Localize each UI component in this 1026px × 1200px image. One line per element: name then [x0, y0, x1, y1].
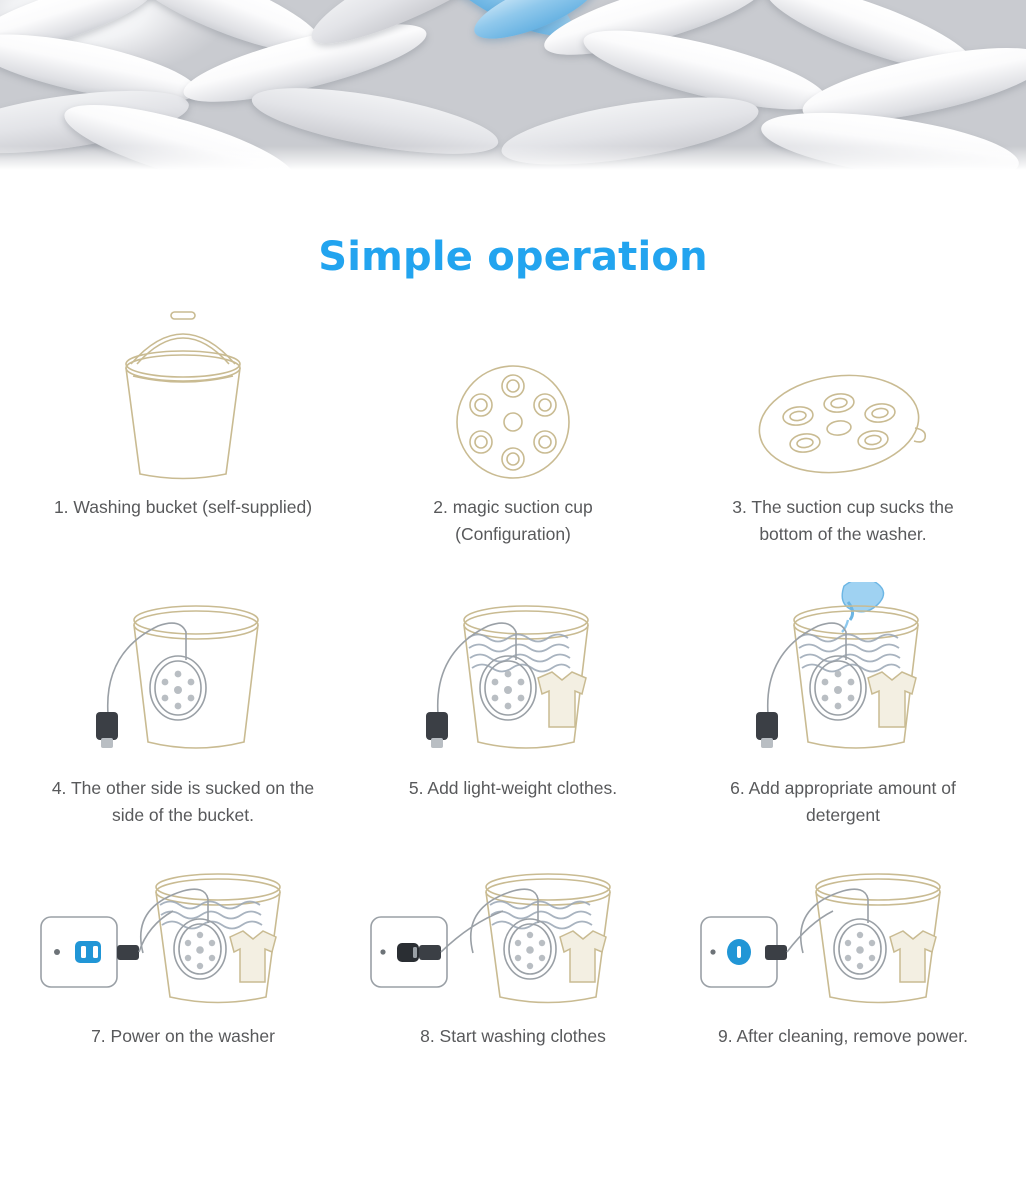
step-caption: 4. The other side is sucked on the side of the bucket.: [51, 778, 315, 825]
step-caption: 9. After cleaning, remove power.: [718, 1026, 968, 1046]
step-caption: 6. Add appropriate amount of detergent: [730, 778, 956, 825]
step-item-4: [18, 582, 348, 829]
step-item-9: [678, 865, 1008, 1050]
step-caption: 1. Washing bucket (self-supplied): [53, 497, 313, 517]
step-item-6: [678, 582, 1008, 829]
steps-row-1: [18, 306, 1008, 548]
hero-image: [0, 0, 1026, 172]
bucket-water-clothes-icon: [398, 582, 628, 767]
step-item-1: [18, 306, 348, 548]
step-caption: 3. The suction cup sucks the bottom of the washer.: [732, 497, 954, 544]
plug-removed-icon: [693, 865, 993, 1015]
hero-bottom-fade: [0, 146, 1026, 172]
plug-connected-icon: [363, 865, 663, 1015]
step-item-2: [348, 306, 678, 548]
step-item-8: [348, 865, 678, 1050]
steps-row-2: [18, 582, 1008, 829]
power-adapter-icon: [33, 865, 333, 1015]
page-title: Simple operation: [318, 234, 708, 280]
steps-row-3: [18, 865, 1008, 1050]
step-item-3: [678, 306, 1008, 548]
suction-cup-tilted-icon: [743, 306, 943, 486]
step-item-5: [348, 582, 678, 829]
step-caption: 5. Add light-weight clothes.: [408, 778, 618, 798]
steps-grid: [0, 306, 1026, 1050]
step-item-7: [18, 865, 348, 1050]
bucket-icon: [93, 306, 273, 486]
step-caption: 8. Start washing clothes: [420, 1026, 606, 1046]
suction-cup-icon: [423, 306, 603, 486]
step-caption: 2. magic suction cup (Configuration): [433, 497, 593, 544]
bucket-with-washer-icon: [68, 582, 298, 767]
detergent-pour-icon: [728, 582, 958, 767]
step-caption: 7. Power on the washer: [91, 1026, 275, 1046]
